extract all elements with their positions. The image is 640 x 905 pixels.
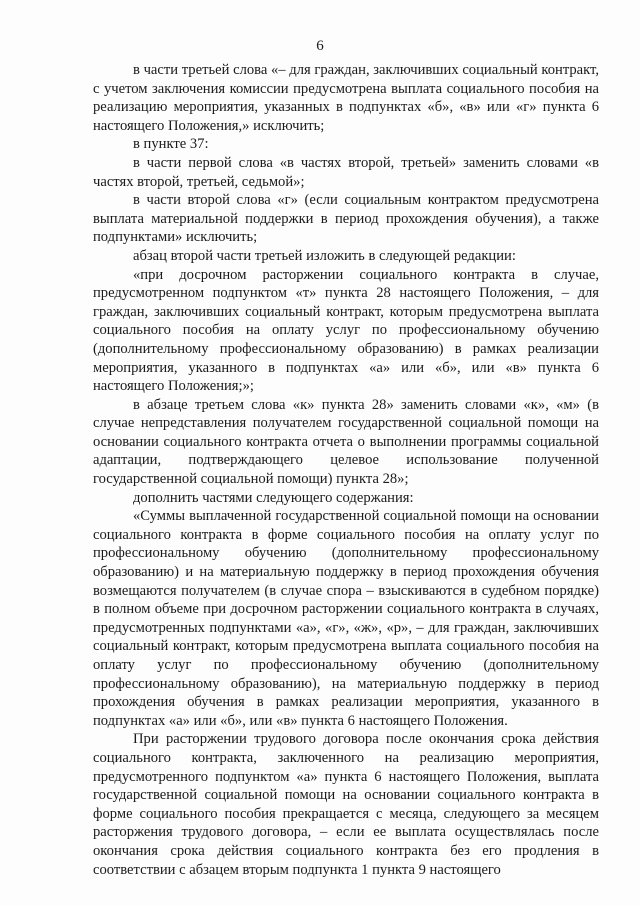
paragraph-refund-quote: «Суммы выплаченной государственной социальной помощи на основании социального контракта в форме социального пособия на оплату услуг по профессиональному обучению (дополнительному профессиональному образованию) и на материальную поддержку в период прохождения обучения возмещаются получателем (в случае спора – взыскиваются в судебном порядке) в полном объеме при досрочном расторжении социального контракта в случаях, предусмотренных подпунктами «а», «г», «ж», «р», – для граждан, заключивших социальный контракт, которым предусмотрена выплата социального пособия на оплату услуг по профессиональному обучению (дополнительному профессиональному образованию), на материальную поддержку в период прохождения обучения в рамках реализации мероприятия, указанного в подпунктах «а» или «б», или «в» пункта 6 настоящего Положения. [93,508,599,729]
page-number: 6 [316,38,324,54]
paragraph-point-37: в пункте 37: [133,136,209,153]
paragraph-part-one: в части первой слова «в частях второй, третьей» заменить словами «в частях второй, третьей, седьмой»; [93,154,599,190]
paragraph-supplement: дополнить частями следующего содержания: [133,489,414,506]
paragraph-part-two: в части второй слова «г» (если социальным контрактом предусмотрена выплата материальной поддержки в период прохождения обучения), а также подпунктами» исключить; [93,192,599,246]
paragraph-amend-part-three: в части третьей слова «– для граждан, заключивших социальный контракт, с учетом заключения комиссии предусмотрена выплата социального пособия на реализацию мероприятия, указанных в подпунктах «б», «в» или «г» пункта 6 настоящего Положения,» исключить; [93,62,599,134]
paragraph-third-abzats: в абзаце третьем слова «к» пункта 28» заменить словами «к», «м» (в случае непредставления получателем государственной социальной помощи на основании социального контракта отчета о выполнении программы социальной адаптации, подтверждающего целевое использование полученной государственной социальной помощи) пункта 28»; [93,396,599,488]
paragraph-new-wording: абзац второй части третьей изложить в следующей редакции: [133,247,516,264]
document-body [93,61,599,879]
paragraph-early-termination-quote: «при досрочном расторжении социального контракта в случае, предусмотренном подпунктом «т» пункта 28 настоящего Положения, – для граждан, заключивших социальный контракт, которым предусмотрена выплата социального пособия на оплату услуг по профессиональному обучению (дополнительному профессиональному образованию) в рамках реализации мероприятия, указанного в подпунктах «а» или «б», или «в» пункта 6 настоящего Положения;»; [93,266,599,395]
paragraph-labor-contract-termination: При расторжении трудового договора после окончания срока действия социального контракта, заключенного на реализацию мероприятия, предусмотренного подпунктом «а» пункта 6 настоящего Положения, выплата государственной социальной помощи на основании социального контракта в форме социального пособия прекращается с месяца, следующего за месяцем расторжения трудового договора, – если ее выплата осуществлялась после окончания срока действия социального контракта без его продления в соответствии с абзацем вторым подпункта 1 пункта 9 настоящего [93,731,599,878]
